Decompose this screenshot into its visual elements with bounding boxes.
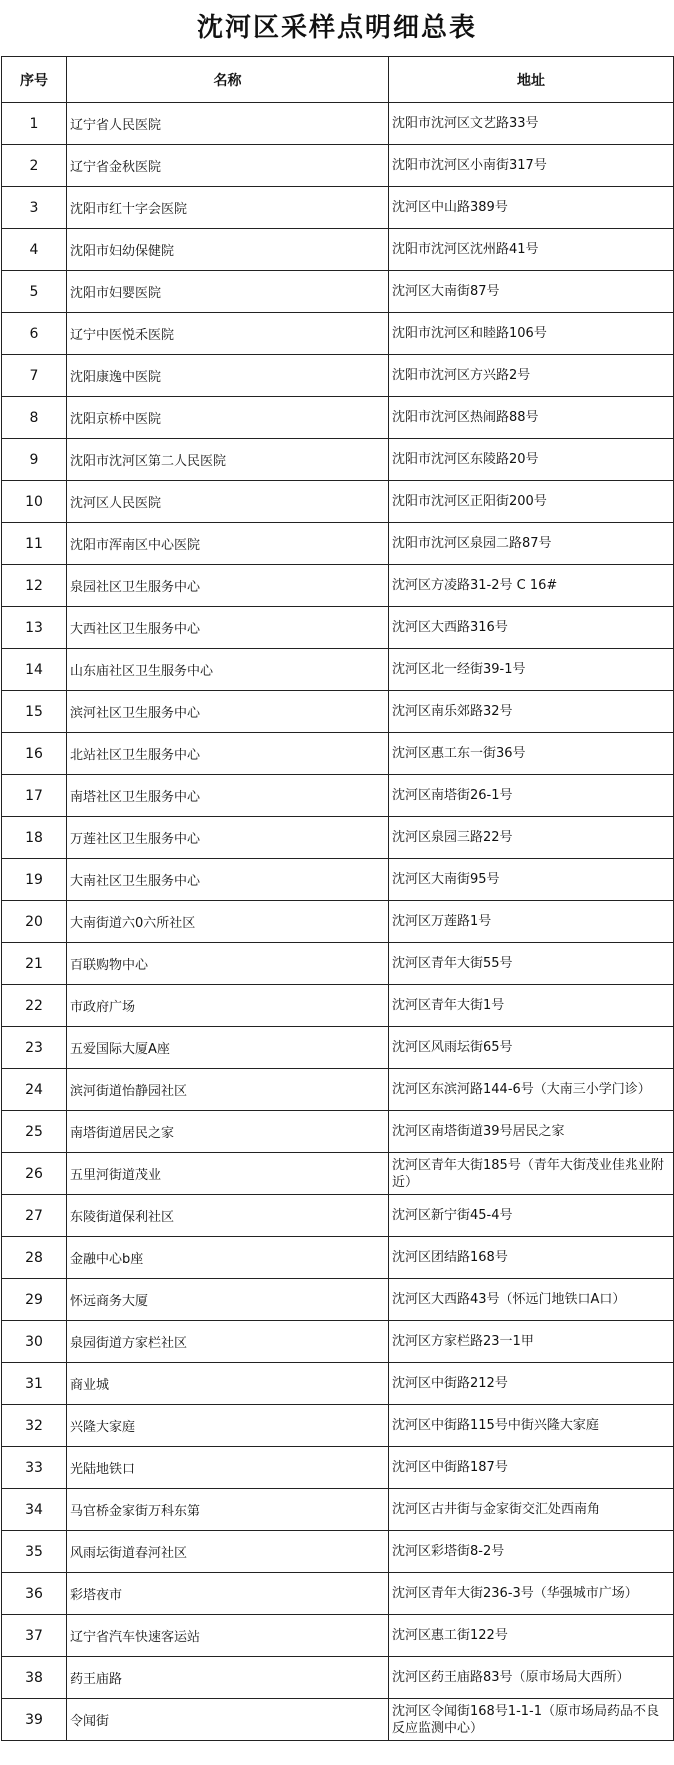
row-name: 南塔街道居民之家 [67,1111,389,1153]
table-row [2,481,674,523]
row-index: 37 [2,1615,67,1657]
row-name: 大南街道六0六所社区 [67,901,389,943]
table-row [2,1447,674,1489]
row-index: 1 [2,103,67,145]
table-row [2,1195,674,1237]
row-address: 沈河区惠工东一街36号 [389,733,674,775]
row-index: 18 [2,817,67,859]
table-row [2,817,674,859]
row-address: 沈河区惠工街122号 [389,1615,674,1657]
row-address: 沈河区令闻街168号1-1-1（原市场局药品不良反应监测中心） [389,1699,674,1741]
header-row [2,57,674,103]
row-index: 12 [2,565,67,607]
row-name: 风雨坛街道春河社区 [67,1531,389,1573]
row-index: 31 [2,1363,67,1405]
table-row [2,1279,674,1321]
table-row [2,1363,674,1405]
row-index: 9 [2,439,67,481]
row-name: 沈阳市浑南区中心医院 [67,523,389,565]
row-index: 17 [2,775,67,817]
table-row [2,901,674,943]
row-address: 沈阳市沈河区文艺路33号 [389,103,674,145]
row-address: 沈河区青年大街55号 [389,943,674,985]
table-row [2,1489,674,1531]
table-row [2,439,674,481]
row-name: 令闻街 [67,1699,389,1741]
row-name: 沈阳市红十字会医院 [67,187,389,229]
row-address: 沈阳市沈河区热闹路88号 [389,397,674,439]
table-row [2,1153,674,1195]
row-index: 35 [2,1531,67,1573]
table-row [2,355,674,397]
row-address: 沈河区大西路43号（怀远门地铁口A口） [389,1279,674,1321]
row-index: 30 [2,1321,67,1363]
row-address: 沈阳市沈河区和睦路106号 [389,313,674,355]
row-name: 药王庙路 [67,1657,389,1699]
row-address: 沈河区万莲路1号 [389,901,674,943]
table-row [2,859,674,901]
row-index: 38 [2,1657,67,1699]
row-address: 沈河区青年大街185号（青年大街茂业佳兆业附近） [389,1153,674,1195]
row-index: 33 [2,1447,67,1489]
table-row [2,1615,674,1657]
row-address: 沈河区大西路316号 [389,607,674,649]
row-index: 19 [2,859,67,901]
row-address: 沈河区青年大街1号 [389,985,674,1027]
row-index: 11 [2,523,67,565]
row-index: 36 [2,1573,67,1615]
row-name: 北站社区卫生服务中心 [67,733,389,775]
row-name: 泉园社区卫生服务中心 [67,565,389,607]
table-row [2,607,674,649]
table-row [2,523,674,565]
row-address: 沈河区东滨河路144-6号（大南三小学门诊） [389,1069,674,1111]
row-address: 沈阳市沈河区小南街317号 [389,145,674,187]
row-address: 沈河区中街路115号中街兴隆大家庭 [389,1405,674,1447]
row-address: 沈河区南塔街道39号居民之家 [389,1111,674,1153]
table-row [2,1111,674,1153]
table-row [2,1069,674,1111]
row-address: 沈阳市沈河区方兴路2号 [389,355,674,397]
row-name: 大南社区卫生服务中心 [67,859,389,901]
row-name: 东陵街道保利社区 [67,1195,389,1237]
row-index: 10 [2,481,67,523]
row-index: 2 [2,145,67,187]
row-address: 沈河区团结路168号 [389,1237,674,1279]
row-index: 16 [2,733,67,775]
header-index: 序号 [2,57,67,103]
table-row [2,775,674,817]
row-address: 沈阳市沈河区正阳街200号 [389,481,674,523]
header-name: 名称 [67,57,389,103]
row-name: 五爱国际大厦A座 [67,1027,389,1069]
row-name: 大西社区卫生服务中心 [67,607,389,649]
row-name: 泉园街道方家栏社区 [67,1321,389,1363]
table-body [2,103,674,1741]
row-index: 20 [2,901,67,943]
row-index: 7 [2,355,67,397]
table-row [2,1027,674,1069]
row-index: 23 [2,1027,67,1069]
row-name: 沈河区人民医院 [67,481,389,523]
row-index: 14 [2,649,67,691]
row-name: 怀远商务大厦 [67,1279,389,1321]
table-row [2,1321,674,1363]
table-row [2,691,674,733]
row-index: 15 [2,691,67,733]
table-row [2,1405,674,1447]
table-row [2,229,674,271]
row-name: 沈阳康逸中医院 [67,355,389,397]
row-address: 沈阳市沈河区东陵路20号 [389,439,674,481]
table-row [2,985,674,1027]
table-row [2,565,674,607]
table-row [2,1573,674,1615]
row-name: 南塔社区卫生服务中心 [67,775,389,817]
row-name: 沈阳市妇幼保健院 [67,229,389,271]
row-name: 光陆地铁口 [67,1447,389,1489]
table-row [2,103,674,145]
row-name: 马官桥金家街万科东第 [67,1489,389,1531]
row-name: 辽宁省汽车快速客运站 [67,1615,389,1657]
row-address: 沈河区古井街与金家街交汇处西南角 [389,1489,674,1531]
row-name: 滨河社区卫生服务中心 [67,691,389,733]
table-row [2,397,674,439]
table-row [2,1657,674,1699]
table-row [2,271,674,313]
table-row [2,943,674,985]
row-index: 32 [2,1405,67,1447]
row-address: 沈河区大南街87号 [389,271,674,313]
row-address: 沈河区风雨坛街65号 [389,1027,674,1069]
row-name: 五里河街道茂业 [67,1153,389,1195]
row-name: 沈阳市沈河区第二人民医院 [67,439,389,481]
row-address: 沈河区大南街95号 [389,859,674,901]
row-address: 沈阳市沈河区泉园二路87号 [389,523,674,565]
table-row [2,1237,674,1279]
row-index: 13 [2,607,67,649]
row-address: 沈河区青年大街236-3号（华强城市广场） [389,1573,674,1615]
row-index: 26 [2,1153,67,1195]
row-index: 5 [2,271,67,313]
row-address: 沈河区中山路389号 [389,187,674,229]
row-address: 沈河区新宁街45-4号 [389,1195,674,1237]
row-address: 沈河区方凌路31-2号 C 16# [389,565,674,607]
page-title: 沈河区采样点明细总表 [196,13,477,43]
table-row [2,733,674,775]
row-name: 沈阳市妇婴医院 [67,271,389,313]
row-address: 沈河区北一经街39-1号 [389,649,674,691]
row-name: 辽宁省人民医院 [67,103,389,145]
table-row [2,649,674,691]
row-name: 金融中心b座 [67,1237,389,1279]
row-index: 22 [2,985,67,1027]
table-row [2,313,674,355]
header-address: 地址 [389,57,674,103]
row-name: 商业城 [67,1363,389,1405]
row-address: 沈河区南乐郊路32号 [389,691,674,733]
table-row [2,187,674,229]
table-row [2,145,674,187]
row-index: 28 [2,1237,67,1279]
row-index: 24 [2,1069,67,1111]
table-row [2,1699,674,1741]
row-name: 兴隆大家庭 [67,1405,389,1447]
row-name: 万莲社区卫生服务中心 [67,817,389,859]
row-name: 彩塔夜市 [67,1573,389,1615]
sampling-points-table [1,56,674,1741]
row-index: 27 [2,1195,67,1237]
row-name: 辽宁中医悦禾医院 [67,313,389,355]
row-name: 百联购物中心 [67,943,389,985]
row-index: 25 [2,1111,67,1153]
row-index: 39 [2,1699,67,1741]
row-address: 沈河区南塔街26-1号 [389,775,674,817]
row-index: 4 [2,229,67,271]
row-address: 沈河区泉园三路22号 [389,817,674,859]
row-address: 沈河区中街路212号 [389,1363,674,1405]
row-index: 34 [2,1489,67,1531]
row-name: 市政府广场 [67,985,389,1027]
row-address: 沈阳市沈河区沈州路41号 [389,229,674,271]
table-row [2,1531,674,1573]
row-index: 6 [2,313,67,355]
row-address: 沈河区彩塔街8-2号 [389,1531,674,1573]
row-address: 沈河区中街路187号 [389,1447,674,1489]
table-header [2,57,674,103]
row-index: 29 [2,1279,67,1321]
row-index: 3 [2,187,67,229]
row-name: 辽宁省金秋医院 [67,145,389,187]
row-name: 山东庙社区卫生服务中心 [67,649,389,691]
row-name: 沈阳京桥中医院 [67,397,389,439]
row-index: 8 [2,397,67,439]
row-index: 21 [2,943,67,985]
row-address: 沈河区方家栏路23一1甲 [389,1321,674,1363]
row-address: 沈河区药王庙路83号（原市场局大西所） [389,1657,674,1699]
row-name: 滨河街道怡静园社区 [67,1069,389,1111]
